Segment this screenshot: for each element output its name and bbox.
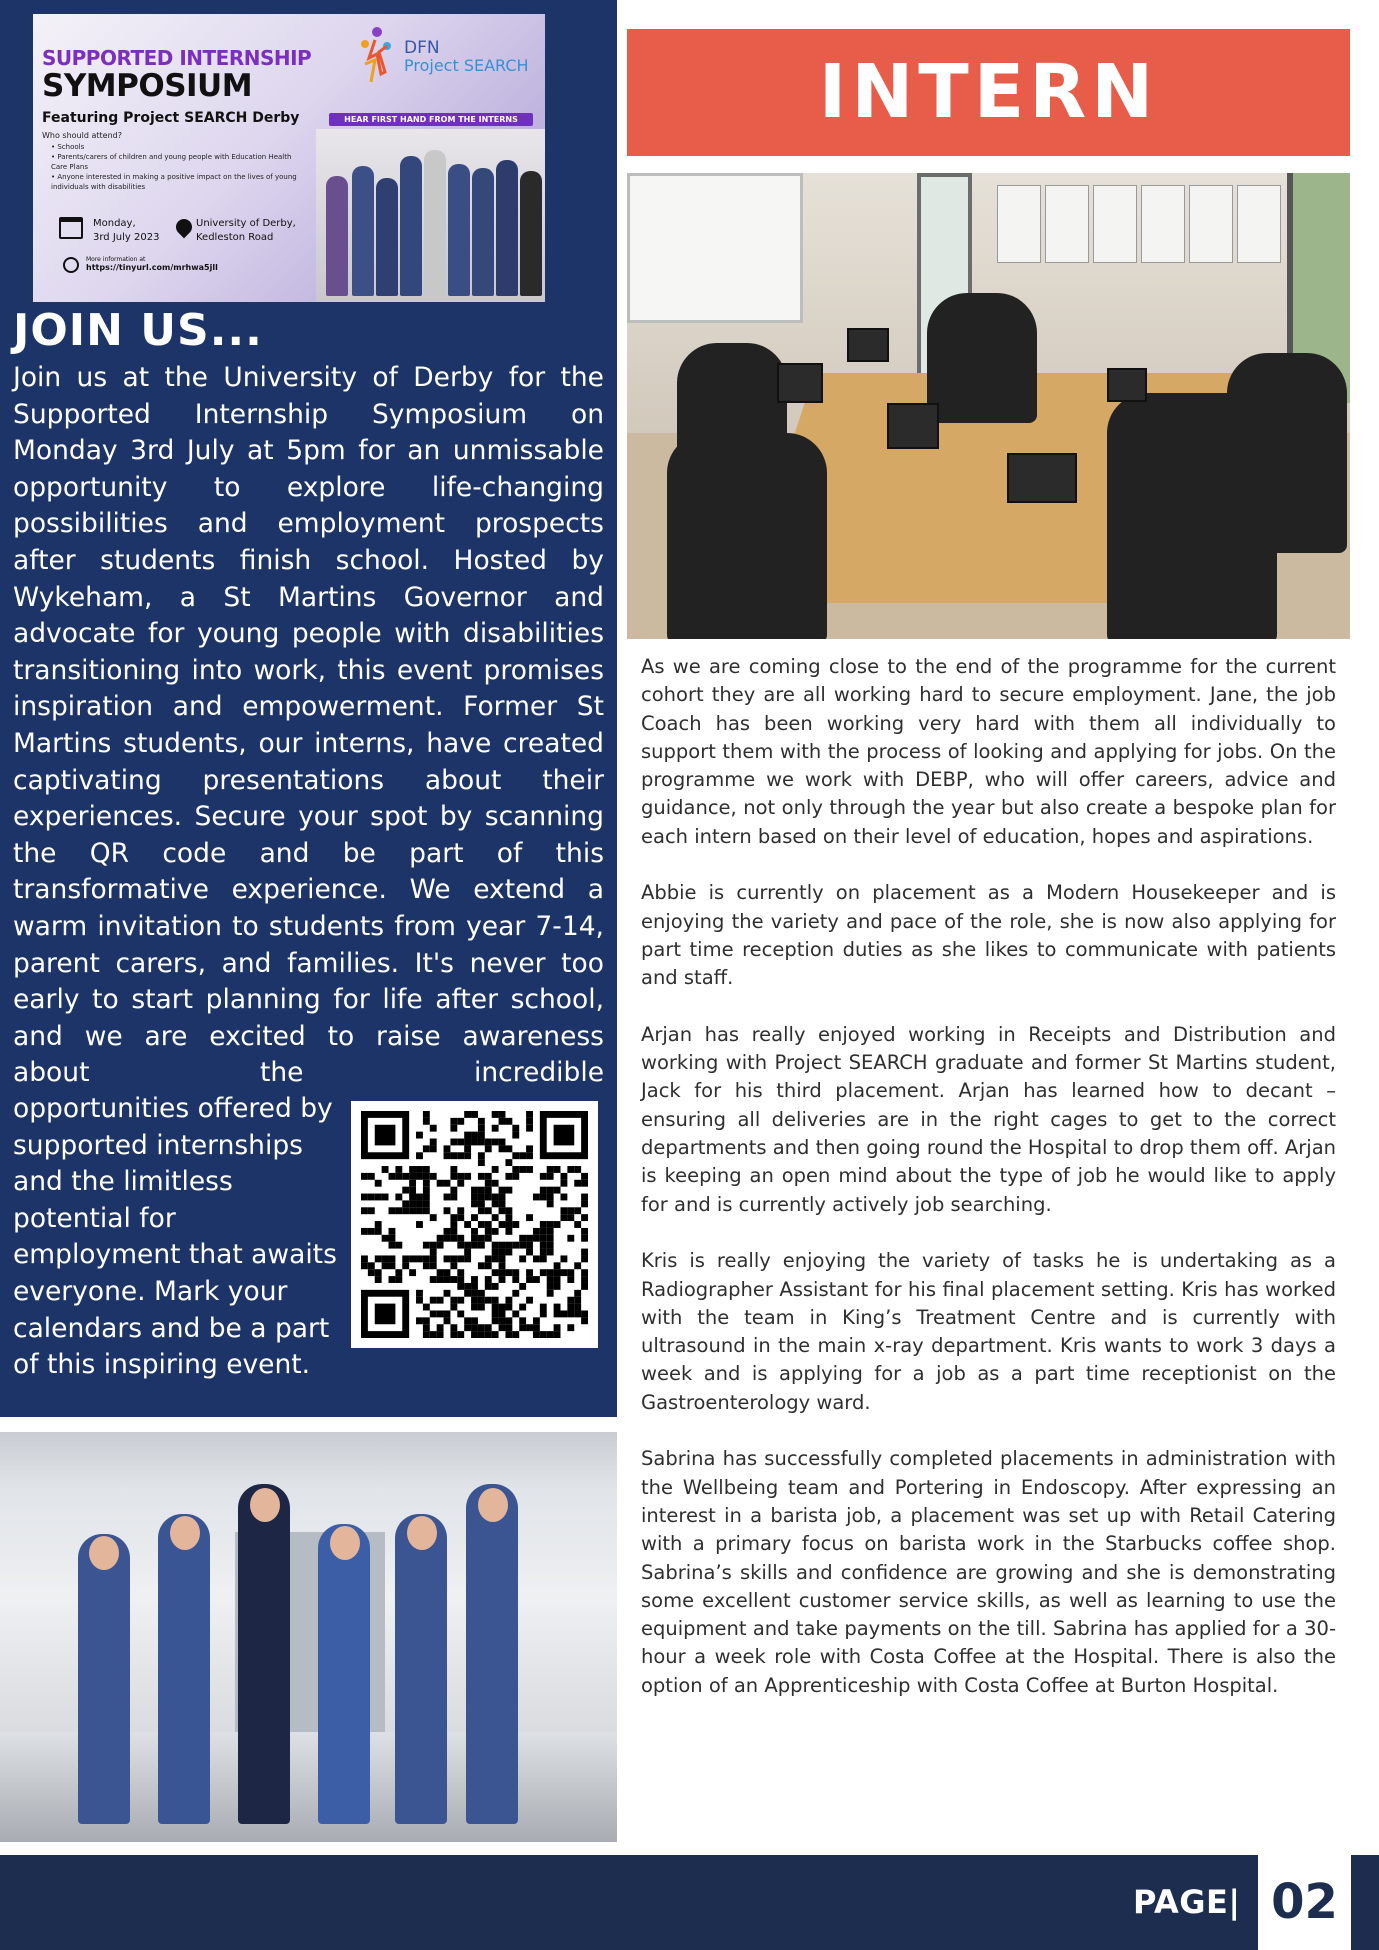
paragraph: As we are coming close to the end of the programme for the current cohort they are all working hard to secure employment. Jane, the job Coach has been working very hard with them all individually to support them with the process of looking and applying for jobs. On the programme we work with DEBP, who will offer careers, advice and guidance, not only through the year but also create a bespoke plan for each intern based on their level of education, hopes and aspirations. xyxy=(641,655,1336,848)
list-item: • Parents/carers of children and young people with Education Health Care Plans xyxy=(51,152,301,172)
list-item: • Anyone interested in making a positive impact on the lives of young individuals with disabilities xyxy=(51,172,301,192)
flyer-title-line1: SUPPORTED INTERNSHIP xyxy=(42,46,312,70)
flyer-info-label: More information at xyxy=(86,256,146,263)
join-us-body-continued: opportunities offered by supported internships and the limitless potential for employment that awaits everyone. Mark your calendars and be a part of this inspiring event. xyxy=(13,1093,337,1381)
flyer-logo-dfn: DFN xyxy=(404,38,440,58)
join-us-body: Join us at the University of Derby for the Supported Internship Symposium on Monday 3rd July at 5pm for an unmissable opportunity to explore life-changing possibilities and employment prospects after students finish school. Hosted by Wykeham, a St Martins Governor and advocate for young people with disabilities transitioning into work, this event promises inspiration and empowerment. Former St Martins students, our interns, have created captivating presentations about their experiences. Secure your spot by scanning the QR code and be part of this transformative experience. We extend a warm invitation to students from year 7-14, parent carers, and families. It's never too early to start planning for life after school, and we are excited to raise awareness about the incredible xyxy=(13,362,604,1089)
interns-group-photo xyxy=(0,1432,617,1842)
flyer-audience-list xyxy=(51,142,301,192)
flyer-info-url[interactable]: https://tinyurl.com/mrhwa5jll xyxy=(86,263,218,272)
join-us-heading: JOIN US... xyxy=(13,305,263,356)
qr-code-icon xyxy=(361,1111,588,1338)
intern-update-text xyxy=(641,653,1336,1728)
flyer-date xyxy=(93,217,159,245)
page-label: PAGE| xyxy=(1133,1883,1241,1921)
paragraph: Arjan has really enjoyed working in Receipts and Distribution and working with Project SEARCH graduate and former St Martins student, Jack for his third placement. Arjan has learned how to decant – ensuring all deliveries are in the right cages to get to the correct departments and then going round the Hospital to drop them off. Arjan is keeping an open mind about the type of job he would like to apply for and is currently actively job searching. xyxy=(641,1022,1336,1216)
office-interns-photo xyxy=(627,173,1350,639)
flyer-logo-project-search: Project SEARCH xyxy=(404,56,529,75)
globe-icon xyxy=(63,257,79,273)
calendar-icon xyxy=(59,217,83,239)
paragraph: Sabrina has successfully completed placements in administration with the Wellbeing team and Portering in Endoscopy. After expressing an interest in a barista job, a placement was set up with Retail Catering with a primary focus on barista work in the Starbucks coffee shop. Sabrina’s skills and confidence are growing and she is demonstrating some excellent customer service skills, as well as learning to use the equipment and take payments on the till. Sabrina has applied for a 30-hour a week role with Costa Coffee at the Hospital. There is also the option of an Apprenticeship with Costa Coffee at Burton Hospital. xyxy=(641,1447,1336,1697)
flyer-interns-photo xyxy=(316,129,545,302)
flyer-who-heading: Who should attend? xyxy=(42,131,122,140)
flyer-date-line2: 3rd July 2023 xyxy=(93,232,160,243)
flyer-subtitle: Featuring Project SEARCH Derby xyxy=(42,110,300,126)
left-panel xyxy=(0,0,617,1417)
flyer-location xyxy=(196,217,296,245)
qr-code[interactable] xyxy=(351,1101,598,1348)
flyer-interns-banner: HEAR FIRST HAND FROM THE INTERNS xyxy=(329,113,533,126)
dfn-logo-mark-icon xyxy=(355,24,395,86)
paragraph: Kris is really enjoying the variety of tasks he is undertaking as a Radiographer Assistant for his final placement setting. Kris has worked with the team in King’s Treatment Centre and is currently with ultrasound in the main x-ray department. Kris wants to work 3 days a week and is applying for a job as a part time receptionist on the Gastroenterology ward. xyxy=(641,1249,1336,1414)
flyer-date-line1: Monday, xyxy=(93,218,136,229)
intern-update-banner xyxy=(627,29,1350,156)
flyer-title-line2: SYMPOSIUM xyxy=(42,68,253,104)
flyer-location-line2: Kedleston Road xyxy=(196,232,274,243)
symposium-flyer xyxy=(33,14,545,302)
paragraph: Abbie is currently on placement as a Modern Housekeeper and is enjoying the variety and pace of the role, she is now also applying for part time reception duties as she likes to communicate with patients and staff. xyxy=(641,881,1336,990)
intern-update-title: INTERN xyxy=(818,49,1159,135)
list-item: • Schools xyxy=(51,142,301,152)
page-number: 02 xyxy=(1271,1874,1338,1930)
location-pin-icon xyxy=(173,216,196,239)
flyer-location-line1: University of Derby, xyxy=(196,218,296,229)
